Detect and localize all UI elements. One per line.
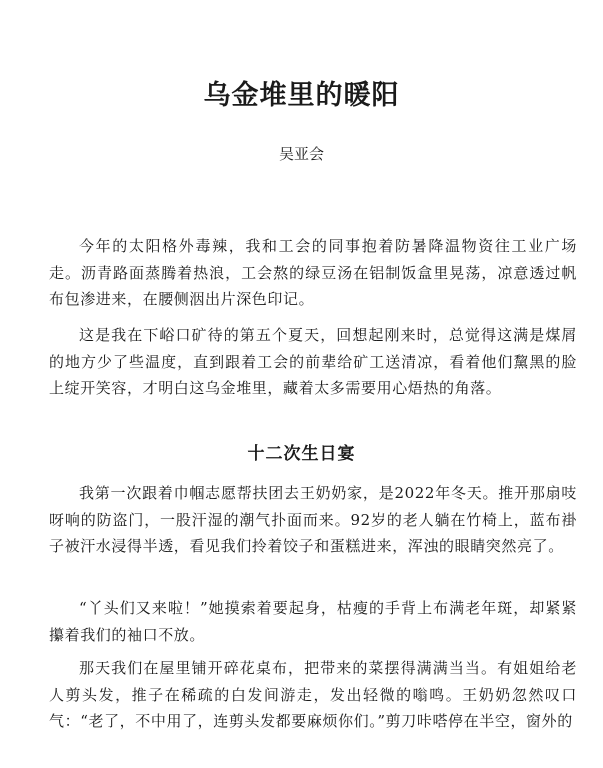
article-title: 乌金堆里的暖阳: [203, 80, 400, 112]
body-paragraph: 我第一次跟着巾帼志愿帮扶团去王奶奶家，是2022年冬天。推开那扇吱呀响的防盗门，一股汗湿的潮气扑面而来。92岁的老人躺在竹椅上，蓝布褂子被汗水浸得半透，看见我们拎着饺子和蛋糕进来，浑浊的眼睛突然亮了。: [49, 484, 577, 555]
body-paragraph: 那天我们在屋里铺开碎花桌布，把带来的菜摆得满满当当。有姐姐给老人剪头发，推子在稀疏的白发间游走，发出轻微的嗡鸣。王奶奶忽然叹口气：“老了，不中用了，连剪头发都要麻烦你们。”剪刀咔嗒停在半空，窗外的: [49, 659, 577, 730]
body-paragraph: 今年的太阳格外毒辣，我和工会的同事抱着防暑降温物资往工业广场走。沥青路面蒸腾着热浪，工会熬的绿豆汤在铝制饭盒里晃荡，凉意透过帆布包渗进来，在腰侧洇出片深色印记。: [49, 237, 577, 308]
section-heading: 十二次生日宴: [247, 444, 356, 465]
body-paragraph: “丫头们又来啦！”她摸索着要起身，枯瘦的手背上布满老年斑，却紧紧攥着我们的袖口不放。: [49, 599, 577, 644]
body-paragraph: 这是我在下峪口矿待的第五个夏天，回想起刚来时，总觉得这满是煤屑的地方少了些温度，直到跟着工会的前辈给矿工送清凉，看着他们黧黑的脸上绽开笑容，才明白这乌金堆里，藏着太多需要用心焐热的角落。: [49, 326, 577, 397]
article-author: 吴亚会: [278, 145, 324, 163]
